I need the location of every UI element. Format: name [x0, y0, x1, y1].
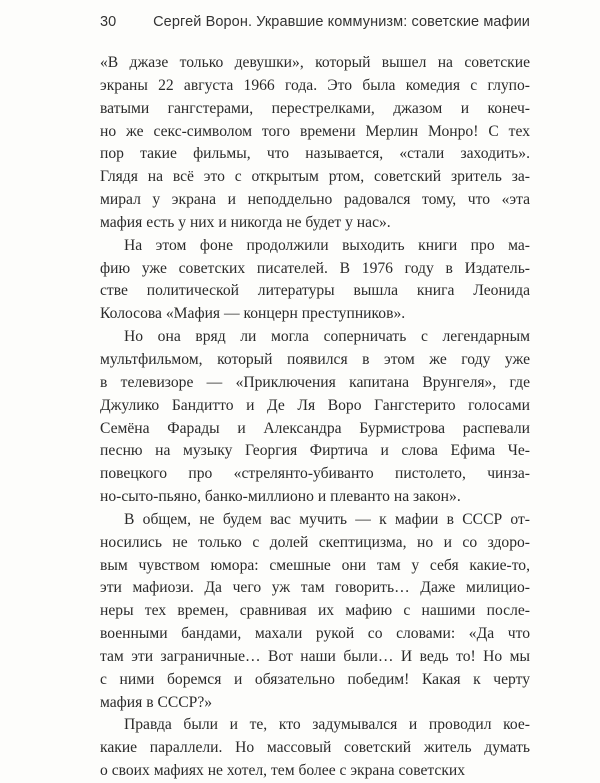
- paragraph: [100, 52, 530, 235]
- text-line: Джулико Бандитто и Де Ля Воро Гангстерито голосами: [100, 396, 530, 414]
- paragraph: [100, 326, 530, 509]
- text-line: мультфильмом, который появился в этом же году уже: [100, 350, 530, 368]
- text-line: ватыми гангстерами, перестрелками, джазом и конеч-: [100, 99, 530, 117]
- text-line: Семёна Фарады и Александра Бурмистрова распевали: [100, 419, 530, 437]
- text-line: мафия есть у них и никогда не будет у нас».: [100, 213, 391, 231]
- page-number: 30: [100, 14, 117, 30]
- running-title: Сергей Ворон. Укравшие коммунизм: советские мафии: [153, 14, 530, 30]
- text-line: Но она вряд ли могла соперничать с легендарным: [124, 328, 530, 346]
- text-line: эти мафиози. Да чего уж там говорить… Даже милицио-: [100, 579, 530, 597]
- body-text: [100, 52, 530, 783]
- text-line: какие параллели. Но массовый советский житель думать: [100, 739, 530, 757]
- text-line: с ними боремся и обязательно победим! Какая к черту: [100, 670, 530, 688]
- text-line: «В джазе только девушки», который вышел на советские: [100, 54, 530, 71]
- text-line: Правда были и те, кто задумывался и проводил кое-: [124, 716, 530, 734]
- text-line: повецкого про «стрелянто-убиванто пистолето, чинза-: [100, 465, 530, 483]
- text-line: о своих мафиях не хотел, тем более с экрана советских: [100, 762, 466, 780]
- text-line: экраны 22 августа 1966 года. Это была комедия с глупо-: [100, 76, 530, 94]
- text-line: пор такие фильмы, что называется, «стали заходить».: [100, 145, 530, 163]
- text-line: фию уже советских писателей. В 1976 году в Издатель-: [100, 259, 530, 277]
- text-line: мафия в СССР?»: [100, 693, 213, 711]
- text-line: неры тех времен, сравнивая их мафию с нашими после-: [100, 602, 530, 620]
- paragraph: [100, 235, 530, 326]
- text-line: но-сыто-пьяно, банко-миллионо и плеванто на закон».: [100, 488, 461, 506]
- text-line: мирал у экрана и неподдельно радовался тому, что «эта: [100, 191, 530, 209]
- text-line: Глядя на всё это с открытым ртом, советский зритель за-: [100, 168, 530, 186]
- text-line: но же секс-символом того времени Мерлин Монро! С тех: [100, 122, 530, 140]
- text-line: там эти заграничные… Вот наши были… И ведь то! Но мы: [100, 647, 530, 665]
- text-line: военными бандами, махали рукой со словами: «Да что: [100, 625, 530, 643]
- paragraph: [100, 714, 530, 783]
- running-header: [100, 14, 530, 34]
- text-line: песню на музыку Георгия Фиртича и слова Ефима Че-: [100, 442, 530, 460]
- text-line: в телевизоре — «Приключения капитана Врунгеля», где: [100, 373, 530, 391]
- paragraph: [100, 509, 530, 715]
- text-line: В общем, не будем вас мучить — к мафии в СССР от-: [124, 510, 530, 528]
- text-line: носились не только с долей скептицизма, но и со здоро-: [100, 533, 530, 551]
- text-line: На этом фоне продолжили выходить книги про ма-: [124, 236, 530, 254]
- text-line: Колосова «Мафия — концерн преступников».: [100, 305, 406, 323]
- text-line: стве политической литературы вышла книга Леонида: [100, 282, 530, 300]
- text-line: вым чувством юмора: смешные они там у себя какие-то,: [100, 556, 530, 574]
